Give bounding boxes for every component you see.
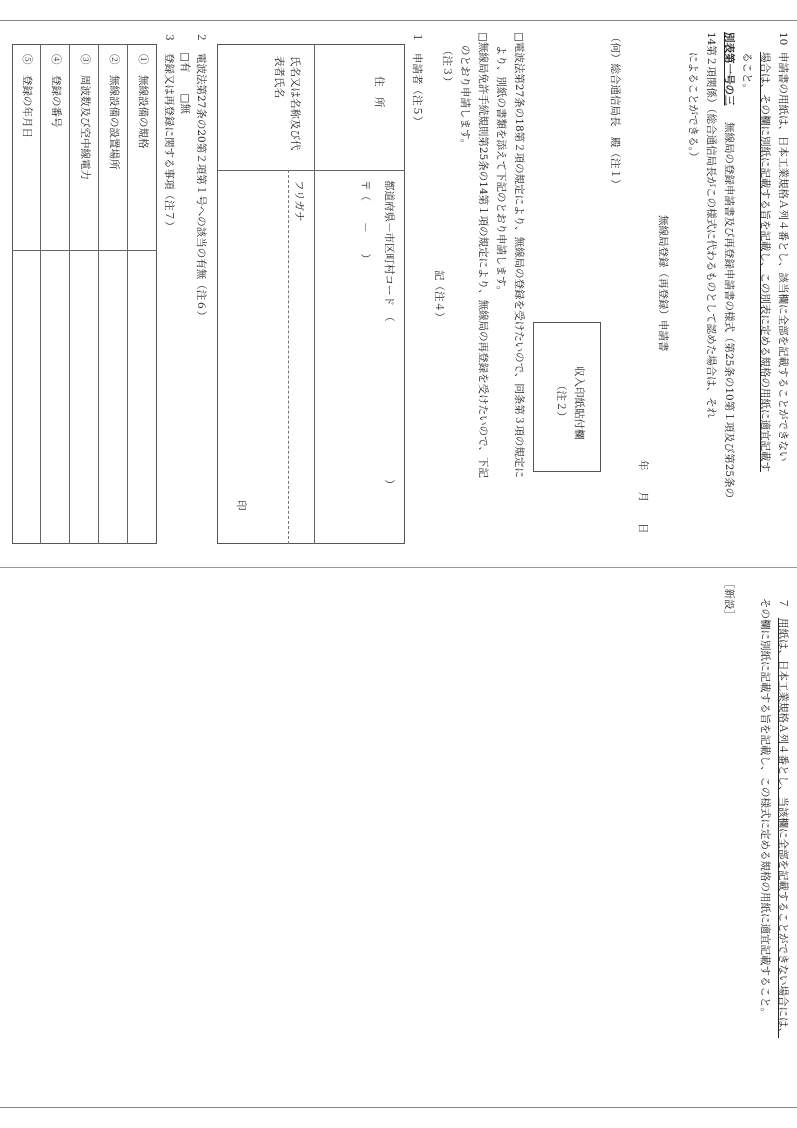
item-frequency-power: ③ 周波数及び空中線電力 [79,54,91,180]
applicant-column-divider [217,170,405,171]
seal-mark: 印 [235,500,247,511]
applicant-table [217,44,405,544]
note10-line3: ること。 [741,52,753,94]
section1-heading: １ 申請者（注５） [411,32,423,127]
item-installation-location: ② 無線設備の設置場所 [108,54,120,170]
items-column-divider [12,250,157,251]
item-equipment-standard: ① 無線設備の規格 [137,54,149,149]
ki-heading: 記（注４） [433,270,445,323]
addressee: （何）総合通信局長 殿（注１） [609,32,621,190]
stamp-label: 収入印紙貼付欄 [573,366,585,440]
prefecture-code[interactable]: 都道府県－市区町村コード （ ） [383,180,395,490]
note10-line2: 場合は、その欄に別紙に記載する旨を記載し、この別表に定める規格の用紙に適宜記載す [759,52,771,472]
postal-code[interactable]: 〒（ － ） [359,180,371,264]
note7-line1: 用紙は、日本工業規格Ａ列４番とし、当該欄に全部を記載することができない場合には、 [777,618,789,1038]
section3-heading: ３ 登録又は再登録に関する事項（注７） [163,32,175,232]
checkbox-reregistration-line2: のとおり申請します。 [459,45,471,150]
note7-line2: その欄に別紙に記載する旨を記載し、この様式に定める規格の用紙に適宜記載すること。 [759,598,771,1018]
address-label: 住 所 [373,76,385,108]
note3-ref: （注３） [441,45,453,87]
item-registration-date: ⑤ 登録の年月日 [21,54,33,138]
revenue-stamp-box [533,322,601,472]
date-line: 年 月 日 [637,460,649,534]
new-provision-label: ［新設］ [723,578,735,620]
items-row-divider [40,44,41,544]
note7-number: ７ [777,598,789,609]
items-row-divider [69,44,70,544]
note10-line1: 申請書の用紙は、日本工業規格Ａ列４番とし、該当欄に全部を記載することができない [777,52,789,462]
items-row-divider [98,44,99,544]
note10-number: 10 [777,32,789,46]
items-row-divider [127,44,128,544]
form-title: 無線局登録（再登録）申請書 [657,215,669,352]
section2-options[interactable]: □有 □無 [179,52,191,114]
section2-heading: ２ 電波法第27条の20第２項第１号への該当の有無（注６） [195,32,207,322]
annex-text2: 14第２項関係）（総合通信局長がこの様式に代わるものとして認めた場合は、それ [705,32,717,419]
annex-text1: 無線局の登録申請書及び再登録申請書の様式（第25条の10第１項及び第25条の [723,122,735,499]
stamp-note: （注２） [555,380,567,422]
checkbox-registration-line2: より、別紙の書類を添えて下記のとおり申請します。 [495,45,507,297]
name-label-line1: 氏名又は名称及び代 [289,56,301,151]
item-registration-number: ④ 登録の番号 [50,54,62,128]
applicant-row-divider [314,44,315,544]
annex-text3: によることができる。） [687,52,699,163]
furigana-divider [288,170,289,544]
checkbox-registration-line1[interactable]: □電波法第27条の18第２項の規定により、無線局の登録を受けたいので、同条第３項の規定に [513,32,525,478]
furigana-label: フリガナ [293,180,305,222]
checkbox-reregistration-line1[interactable]: □無線局免許手続規則第25条の14第１項の規定により、無線局の再登録を受けたいので、下記 [477,32,489,478]
annex-label: 別表第一号の三 [723,32,735,106]
name-label-line2: 表者氏名 [273,56,285,98]
